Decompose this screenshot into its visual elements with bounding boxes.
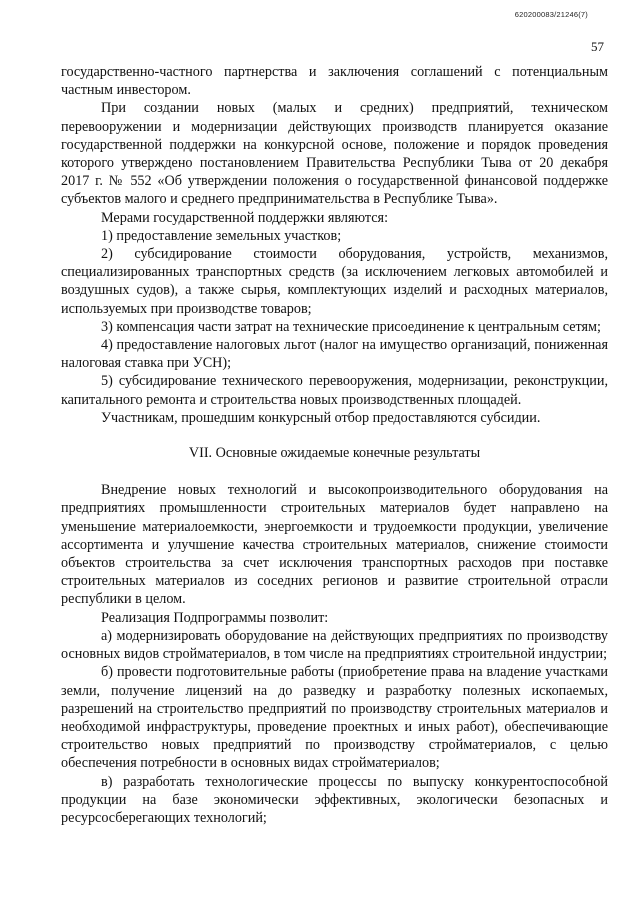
- paragraph-program-allows: Реализация Подпрограммы позволит:: [101, 609, 329, 626]
- list-item-2: 2) субсидирование стоимости оборудования, устройств, механизмов, специализированных транспортных средств (за исключением легковых автомобилей и воздушных судов), а также сырья, комплектующих изделий и расходных материалов, используемых при производстве товаров;: [61, 246, 608, 317]
- document-code: 620200083/21246(7): [514, 10, 588, 19]
- list-item-3: 3) компенсация части затрат на технические присоединение к центральным сетям;: [101, 318, 601, 335]
- list-item-4: 4) предоставление налоговых льгот (налог на имущество организаций, пониженная налоговая ставка при УСН);: [61, 337, 608, 372]
- document-body: [61, 63, 608, 827]
- page-number: 57: [591, 39, 604, 54]
- paragraph-new-technologies: Внедрение новых технологий и высокопроизводительного оборудования на предприятиях промышленности строительных материалов будет направлено на уменьшение материалоемкости, энергоемкости и трудоемкости продукции, увеличение ассортимента и улучшение качества строительных материалов, снижение стоимости объектов строительства за счет исключения транспортных расходов при поставке строительных материалов из соседних регионов и развитие строительной отрасли республики в целом.: [61, 482, 608, 608]
- paragraph-support-measures-intro: Мерами государственной поддержки являются:: [101, 209, 389, 226]
- paragraph-state-support: При создании новых (малых и средних) предприятий, техническом перевооружении и модернизации действующих производств планируется оказание государственной поддержки на конкурсной основе, положение и порядок проведения которого утверждено постановлением Правительства Республики Тыва от 20 декабря 2017 г. № 552 «Об утверждении положения о государственной финансовой поддержке субъектов малого и среднего предпринимательства в Республике Тыва».: [61, 100, 608, 208]
- list-item-c: в) разработать технологические процессы по выпуску конкурентоспособной продукции на базе экономически эффективных, экологически безопасных и ресурсосберегающих технологий;: [61, 773, 608, 826]
- list-item-1: 1) предоставление земельных участков;: [101, 227, 342, 244]
- section-heading: VII. Основные ожидаемые конечные результаты: [188, 445, 481, 462]
- list-item-b: б) провести подготовительные работы (приобретение права на владение участками земли, получение лицензий на до разведку и разработку полезных ископаемых, разрешений на строительство предприятий по производству строительных материалов и необходимой инфраструктуры, проведение проектных и иных работ), обеспечивающие строительство новых предприятий по производству стройматериалов, с целью обеспечения потребности в основных видах стройматериалов;: [61, 664, 608, 772]
- list-item-5: 5) субсидирование технического перевооружения, модернизации, реконструкции, капитального ремонта и строительства новых производственных площадей.: [61, 373, 608, 408]
- list-item-a: а) модернизировать оборудование на действующих предприятиях по производству основных видов стройматериалов, в том числе на предприятиях строительной индустрии;: [61, 627, 608, 663]
- paragraph-continuation: государственно-частного партнерства и заключения соглашений с потенциальным частным инвестором.: [61, 64, 608, 99]
- paragraph-subsidies: Участникам, прошедшим конкурсный отбор предоставляются субсидии.: [101, 409, 541, 426]
